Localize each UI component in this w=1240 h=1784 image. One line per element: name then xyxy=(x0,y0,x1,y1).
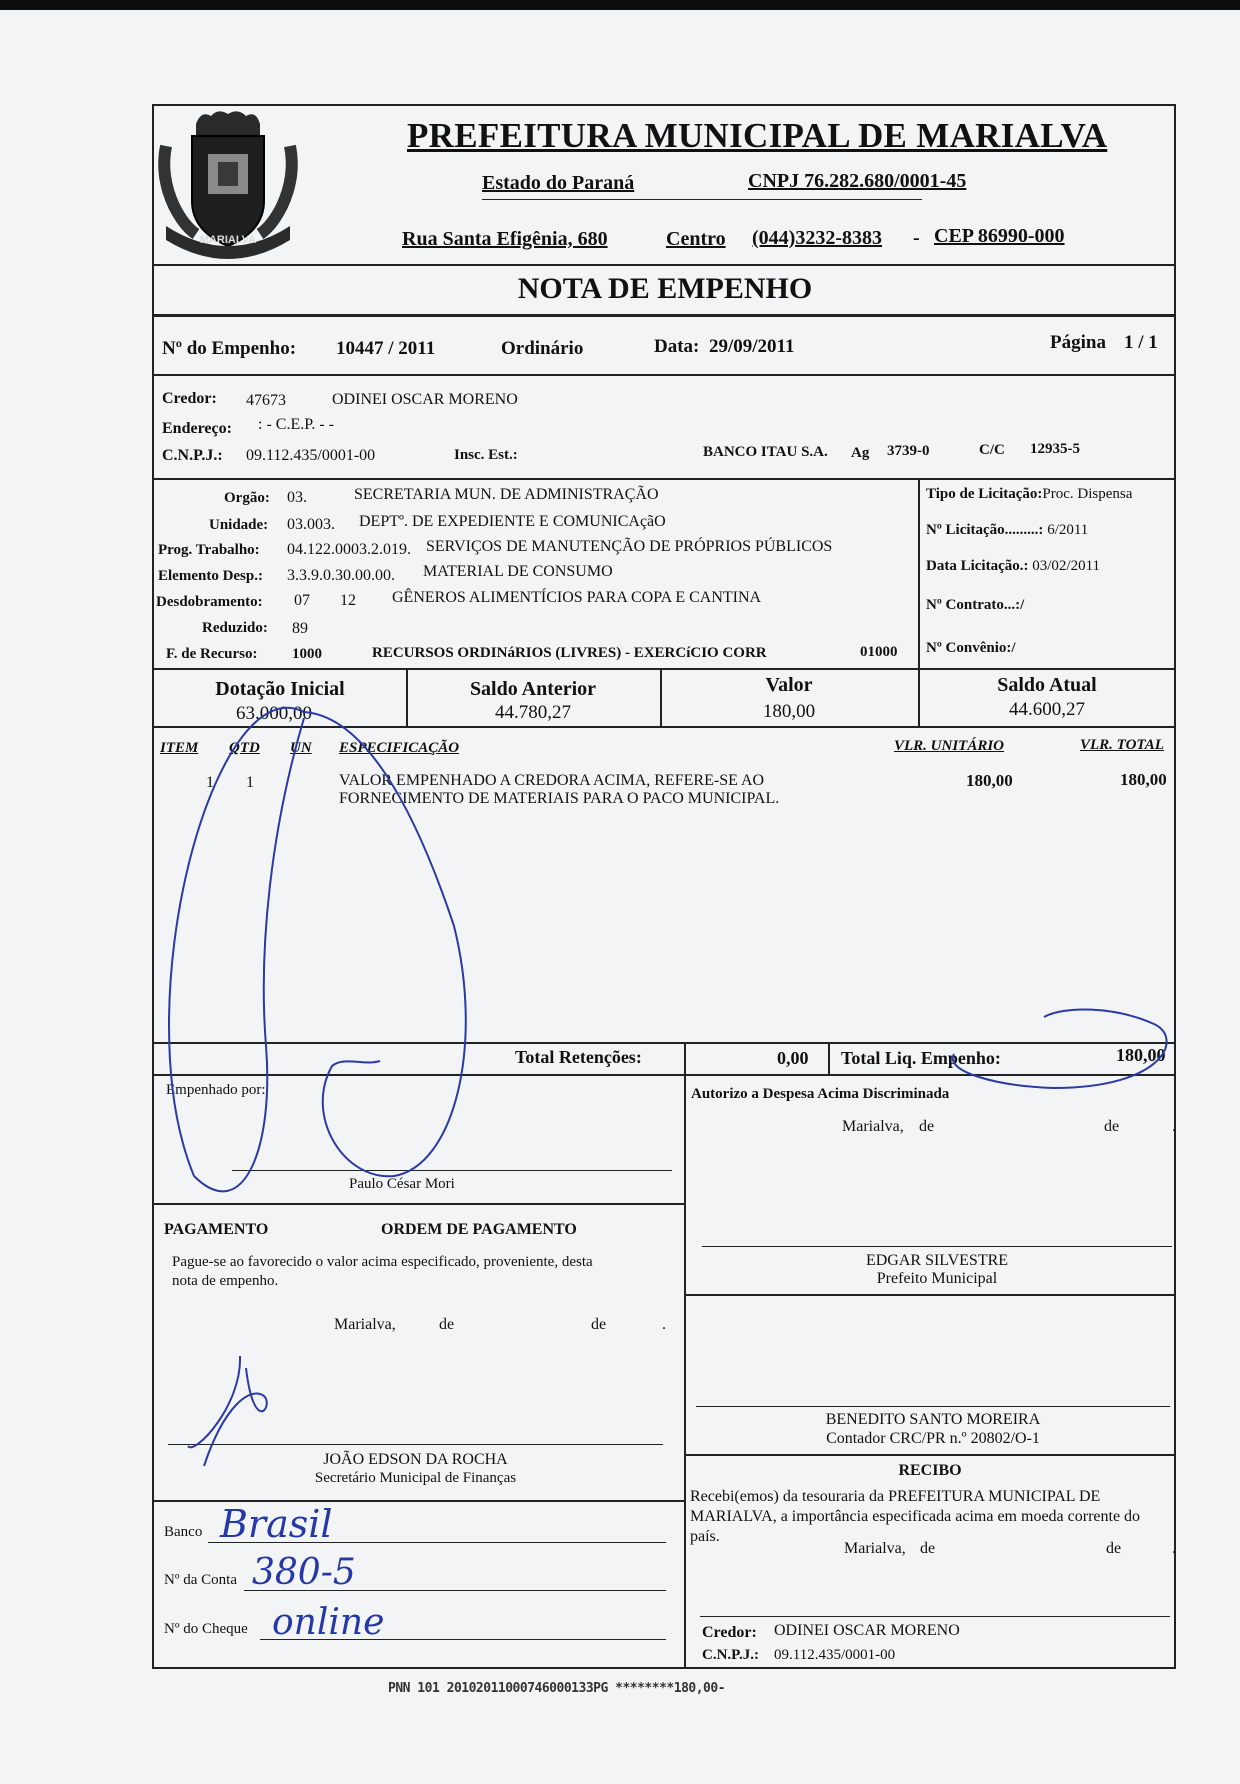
valor-value: 180,00 xyxy=(762,701,816,722)
page-number: 1 / 1 xyxy=(1124,332,1158,353)
recibo-text-line-1: Recebi(emos) da tesouraria da PREFEITURA MUNICIPAL DE xyxy=(690,1488,1101,1505)
pagamento-dot: . xyxy=(662,1316,666,1333)
recibo-de-1: de xyxy=(920,1540,936,1557)
recibo-city: Marialva, xyxy=(844,1540,906,1557)
footer-machine-code: PNN 101 20102011000746000133PG ********180,00- xyxy=(388,1681,726,1696)
orgao-code: 03. xyxy=(287,489,307,506)
document-title: NOTA DE EMPENHO xyxy=(517,272,813,305)
empenho-date-label: Data: xyxy=(654,336,700,357)
reduzido-value: 89 xyxy=(292,620,308,637)
state-label: Estado do Paraná xyxy=(482,172,635,194)
contador-role: Contador CRC/PR n.º 20802/O-1 xyxy=(826,1430,1040,1447)
scan-top-border xyxy=(0,0,1240,10)
saldo-anterior-value: 44.780,27 xyxy=(495,702,571,723)
institution-title: PREFEITURA MUNICIPAL DE MARIALVA xyxy=(407,116,1108,155)
autorizo-city: Marialva, xyxy=(842,1118,904,1135)
tipo-licitacao-value: Proc. Dispensa xyxy=(1042,486,1133,502)
saldo-atual-value: 44.600,27 xyxy=(1009,699,1085,720)
recibo-text-line-2: MARIALVA, a importância especificada acima em moeda corrente do xyxy=(690,1508,1141,1525)
desdobramento-code-1: 07 xyxy=(294,592,310,609)
autorizo-dot: . xyxy=(1172,1118,1176,1135)
data-licitacao-label: Data Licitação.: xyxy=(926,558,1029,574)
item-spec-line-2: FORNECIMENTO DE MATERIAIS PARA O PACO MUNICIPAL. xyxy=(339,790,780,807)
contrato-label: Nº Contrato...:/ xyxy=(926,597,1025,613)
pagamento-text-line-1: Pague-se ao favorecido o valor acima especificado, proveniente, desta xyxy=(172,1254,593,1270)
address-field-label: Endereço: xyxy=(162,420,232,437)
empenho-type: Ordinário xyxy=(501,338,584,359)
pagamento-de-2: de xyxy=(591,1316,607,1333)
ordem-pagamento-label: ORDEM DE PAGAMENTO xyxy=(381,1221,577,1238)
prog-trabalho-code: 04.122.0003.2.019. xyxy=(287,541,411,558)
header-dash: - xyxy=(913,227,920,249)
convenio-label: Nº Convênio:/ xyxy=(926,640,1016,656)
pagamento-text-line-2: nota de empenho. xyxy=(172,1273,279,1289)
orgao-label: Orgão: xyxy=(224,490,270,506)
unidade-code: 03.003. xyxy=(287,516,335,533)
nota-de-empenho-form xyxy=(152,104,1176,1669)
empenho-date: 29/09/2011 xyxy=(709,336,795,357)
contador-name: BENEDITO SANTO MOREIRA xyxy=(825,1411,1041,1428)
recurso-name: RECURSOS ORDINáRIOS (LIVRES) - EXERCíCIO CORR xyxy=(372,645,767,661)
recibo-cnpj-value: 09.112.435/0001-00 xyxy=(774,1647,896,1663)
col-header-un: UN xyxy=(290,740,312,756)
col-header-item: ITEM xyxy=(160,740,199,756)
district-label: Centro xyxy=(666,228,726,250)
elemento-code: 3.3.9.0.30.00.00. xyxy=(287,567,395,584)
item-unit-value: 180,00 xyxy=(966,771,1013,790)
page-label: Página xyxy=(1050,332,1106,353)
banco-label: Banco xyxy=(164,1524,203,1540)
autorizo-de-1: de xyxy=(919,1118,935,1135)
total-liquido-value: 180,00 xyxy=(1116,1045,1166,1065)
elemento-name: MATERIAL DE CONSUMO xyxy=(423,563,613,580)
col-header-total-value: VLR. TOTAL xyxy=(1080,737,1164,753)
tipo-licitacao-label: Tipo de Licitação: xyxy=(926,486,1043,502)
cheque-handwritten: online xyxy=(272,1602,385,1643)
cnpj-field-label: C.N.P.J.: xyxy=(162,447,223,464)
numero-licitacao-label: Nº Licitação.........: xyxy=(926,522,1044,538)
dotacao-value: 63.000,00 xyxy=(236,703,312,724)
handwritten-signature-strokes xyxy=(154,106,1176,1669)
cnpj-field-value: 09.112.435/0001-00 xyxy=(246,447,376,464)
total-retencoes-value: 0,00 xyxy=(777,1048,809,1068)
cep-label: CEP 86990-000 xyxy=(934,225,1065,247)
banco-handwritten: Brasil xyxy=(220,1502,333,1546)
empenhado-por-label: Empenhado por: xyxy=(166,1082,266,1098)
agency-label: Ag xyxy=(851,445,870,461)
desdobramento-name: GÊNEROS ALIMENTÍCIOS PARA COPA E CANTINA xyxy=(392,589,762,606)
recibo-title: RECIBO xyxy=(898,1462,962,1479)
credor-name: ODINEI OSCAR MORENO xyxy=(332,391,518,408)
cheque-label: Nº do Cheque xyxy=(164,1621,248,1637)
recibo-credor-name: ODINEI OSCAR MORENO xyxy=(774,1622,960,1639)
credor-code: 47673 xyxy=(246,392,286,409)
account-label: C/C xyxy=(979,442,1005,458)
total-retencoes-label: Total Retenções: xyxy=(515,1047,642,1067)
recurso-number: 01000 xyxy=(860,644,898,660)
address-field-value: : - C.E.P. - - xyxy=(258,416,334,433)
total-liquido-label: Total Liq. Empenho: xyxy=(841,1048,1001,1068)
prefeito-name: EDGAR SILVESTRE xyxy=(865,1252,1009,1269)
recurso-code: 1000 xyxy=(292,646,322,662)
item-qtd: 1 xyxy=(246,774,254,791)
recibo-credor-label: Credor: xyxy=(702,1624,757,1641)
data-licitacao-value: 03/02/2011 xyxy=(1032,558,1101,574)
pagamento-city: Marialva, xyxy=(334,1316,396,1333)
seal-ribbon-text: MARIALVA xyxy=(199,234,257,246)
pagamento-de-1: de xyxy=(439,1316,455,1333)
item-number: 1 xyxy=(206,774,214,791)
empenhado-por-name: Paulo César Mori xyxy=(349,1176,455,1192)
col-header-spec: ESPECIFICAÇÃO xyxy=(339,740,460,756)
saldo-anterior-label: Saldo Anterior xyxy=(469,678,597,700)
credor-label: Credor: xyxy=(162,390,217,407)
prefeito-role: Prefeito Municipal xyxy=(876,1270,998,1287)
numero-licitacao-value: 6/2011 xyxy=(1047,522,1089,538)
unidade-name: DEPTº. DE EXPEDIENTE E COMUNICAçãO xyxy=(359,513,666,530)
autorizo-de-2: de xyxy=(1104,1118,1120,1135)
col-header-unit-value: VLR. UNITÁRIO xyxy=(894,738,1005,754)
recibo-text-line-3: país. xyxy=(690,1528,720,1545)
item-total-value: 180,00 xyxy=(1120,770,1167,789)
col-header-qtd: QTD xyxy=(229,740,260,756)
recibo-cnpj-label: C.N.P.J.: xyxy=(702,1647,759,1663)
unidade-label: Unidade: xyxy=(209,517,269,533)
dotacao-label: Dotação Inicial xyxy=(215,678,345,700)
recurso-label: F. de Recurso: xyxy=(166,646,258,662)
agency-number: 3739-0 xyxy=(887,443,930,459)
elemento-label: Elemento Desp.: xyxy=(158,568,263,584)
reduzido-label: Reduzido: xyxy=(202,620,268,636)
desdobramento-label: Desdobramento: xyxy=(156,594,263,610)
recibo-dot: . xyxy=(1172,1540,1176,1557)
pagamento-label: PAGAMENTO xyxy=(164,1221,269,1238)
prog-trabalho-name: SERVIÇOS DE MANUTENÇÃO DE PRÓPRIOS PÚBLICOS xyxy=(426,538,833,555)
recibo-de-2: de xyxy=(1106,1540,1122,1557)
prog-trabalho-label: Prog. Trabalho: xyxy=(158,542,260,558)
autorizo-label: Autorizo a Despesa Acima Discriminada xyxy=(691,1086,950,1102)
bank-name: BANCO ITAU S.A. xyxy=(703,444,828,460)
empenho-number: 10447 / 2011 xyxy=(336,338,436,359)
valor-label: Valor xyxy=(765,674,813,696)
address-label: Rua Santa Efigênia, 680 xyxy=(402,228,608,250)
secretario-name: JOÃO EDSON DA ROCHA xyxy=(323,1451,508,1468)
conta-label: Nº da Conta xyxy=(164,1572,237,1588)
conta-handwritten: 380-5 xyxy=(252,1552,356,1593)
cnpj-label: CNPJ 76.282.680/0001-45 xyxy=(748,170,967,192)
account-number: 12935-5 xyxy=(1030,441,1080,457)
saldo-atual-label: Saldo Atual xyxy=(997,674,1097,696)
item-spec-line-1: VALOR EMPENHADO A CREDORA ACIMA, REFERE-SE AO xyxy=(339,772,765,789)
desdobramento-code-2: 12 xyxy=(340,592,356,609)
phone-label: (044)3232-8383 xyxy=(752,227,882,249)
empenho-number-label: Nº do Empenho: xyxy=(162,338,297,359)
secretario-role: Secretário Municipal de Finanças xyxy=(314,1470,517,1486)
orgao-name: SECRETARIA MUN. DE ADMINISTRAÇÃO xyxy=(354,486,659,503)
insc-est-label: Insc. Est.: xyxy=(454,447,518,463)
